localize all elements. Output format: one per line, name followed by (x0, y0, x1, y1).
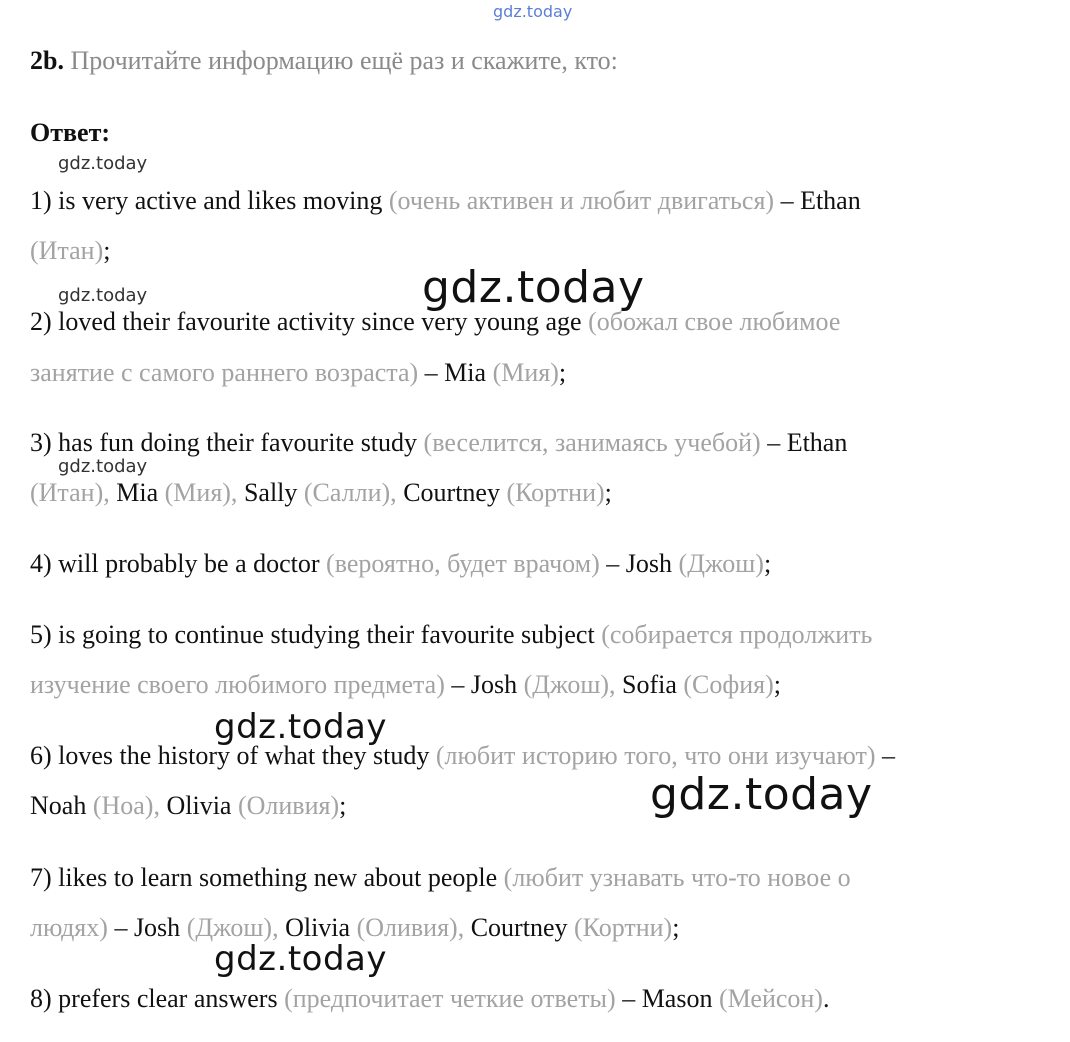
answer-name: Olivia (278, 913, 357, 942)
answer-ru-text: (Оливия) (237, 791, 340, 820)
answer-ru-text: (Джош), (186, 913, 279, 942)
answer-en-text: 8) prefers clear answers (30, 984, 278, 1013)
answer-name: – Josh (107, 913, 187, 942)
answer-ru-text: (Салли), (303, 478, 397, 507)
answer-ru-text: (Мейсон) (718, 984, 823, 1013)
answer-punct: ; (672, 913, 680, 942)
answer-en-text: 5) is going to continue studying their favourite subject (30, 620, 595, 649)
answer-name: Courtney (396, 478, 507, 507)
answer-punct: – (875, 741, 896, 770)
answer-en-text: 4) will probably be a doctor (30, 549, 320, 578)
answer-punct: ; (773, 670, 782, 699)
answer-ru-text: (София) (683, 670, 774, 699)
answer-3-line-1 (30, 427, 847, 458)
answer-en-text: 1) is very active and likes moving (30, 186, 383, 215)
answer-5-line-1 (30, 619, 872, 650)
answer-label: Ответ: (30, 118, 111, 147)
watermark-top: gdz.today (493, 2, 573, 21)
answer-en-text: 3) has fun doing their favourite study (30, 428, 418, 457)
answer-ru-text: (Ноа), (92, 791, 160, 820)
answer-name: – Josh (444, 670, 524, 699)
answer-6-line-2 (30, 790, 346, 821)
answer-3-line-2 (30, 477, 612, 508)
watermark-big: gdz.today (214, 939, 387, 979)
answer-5-line-2 (30, 669, 781, 700)
watermark-small: gdz.today (58, 285, 148, 306)
answer-ru-text: (веселится, занимаясь учебой) (417, 428, 761, 457)
answer-ru-text: (Кортни) (506, 478, 605, 507)
answer-name: – Ethan (760, 428, 848, 457)
watermark-small: gdz.today (58, 153, 148, 174)
answer-6-line-1 (30, 740, 895, 771)
answer-name: Sofia (615, 670, 684, 699)
answer-ru-text: (предпочитает четкие ответы) (277, 984, 616, 1013)
answer-name: – Josh (599, 549, 679, 578)
answer-ru-text: (обожал свое любимое (581, 307, 841, 336)
answer-7-line-1 (30, 862, 851, 893)
answer-punct: ; (763, 549, 772, 578)
answer-name: Olivia (159, 791, 238, 820)
task-number: 2b. (30, 46, 64, 75)
answer-4-line-1 (30, 548, 771, 579)
answer-en-text: 6) loves the history of what they study (30, 741, 430, 770)
answer-punct: . (822, 984, 830, 1013)
answer-punct: ; (558, 358, 567, 387)
answer-punct: ; (604, 478, 612, 507)
answer-name: – Ethan (774, 186, 861, 215)
answer-name: Noah (30, 791, 93, 820)
answer-ru-text: (собирается продолжить (594, 620, 873, 649)
answer-en-text: 7) likes to learn something new about people (30, 863, 498, 892)
answer-name: – Mason (615, 984, 719, 1013)
task-heading (30, 46, 618, 76)
task-text: Прочитайте информацию ещё раз и скажите, кто: (70, 46, 618, 75)
answer-punct: ; (339, 791, 347, 820)
answer-name: Courtney (464, 913, 574, 942)
answer-ru-text: (Мия) (492, 358, 559, 387)
answer-name: Mia (109, 478, 165, 507)
answer-name: Sally (237, 478, 304, 507)
watermark-big: gdz.today (650, 769, 873, 820)
answer-8-line-1 (30, 983, 829, 1014)
answer-ru-text: (любит узнавать что-то новое о (497, 863, 851, 892)
answer-2-line-2 (30, 357, 566, 388)
answer-ru-text: занятие с самого раннего возраста) (30, 358, 419, 387)
answer-ru-text: (Джош), (523, 670, 616, 699)
answer-ru-text: (Джош) (678, 549, 764, 578)
answer-ru-text: (Мия), (164, 478, 238, 507)
watermark-big: gdz.today (422, 262, 645, 313)
answer-1-line-1 (30, 185, 861, 216)
answer-en-text: 2) loved their favourite activity since very young age (30, 307, 582, 336)
answer-ru-text: людях) (30, 913, 108, 942)
watermark-small: gdz.today (58, 456, 148, 477)
answer-ru-text: (Итан), (30, 478, 110, 507)
watermark-big: gdz.today (214, 707, 387, 747)
answer-ru-text: (вероятно, будет врачом) (319, 549, 600, 578)
answer-ru-text: (Итан) (30, 236, 104, 265)
answer-ru-text: (Кортни) (573, 913, 673, 942)
answer-ru-text: изучение своего любимого предмета) (30, 670, 445, 699)
answer-ru-text: (любит историю того, что они изучают) (429, 741, 876, 770)
answer-name: – Mia (418, 358, 493, 387)
answer-ru-text: (Оливия), (356, 913, 465, 942)
answer-ru-text: (очень активен и любит двигаться) (382, 186, 775, 215)
answer-2-line-1 (30, 306, 840, 337)
answer-1-line-2 (30, 235, 110, 266)
answer-punct: ; (103, 236, 111, 265)
